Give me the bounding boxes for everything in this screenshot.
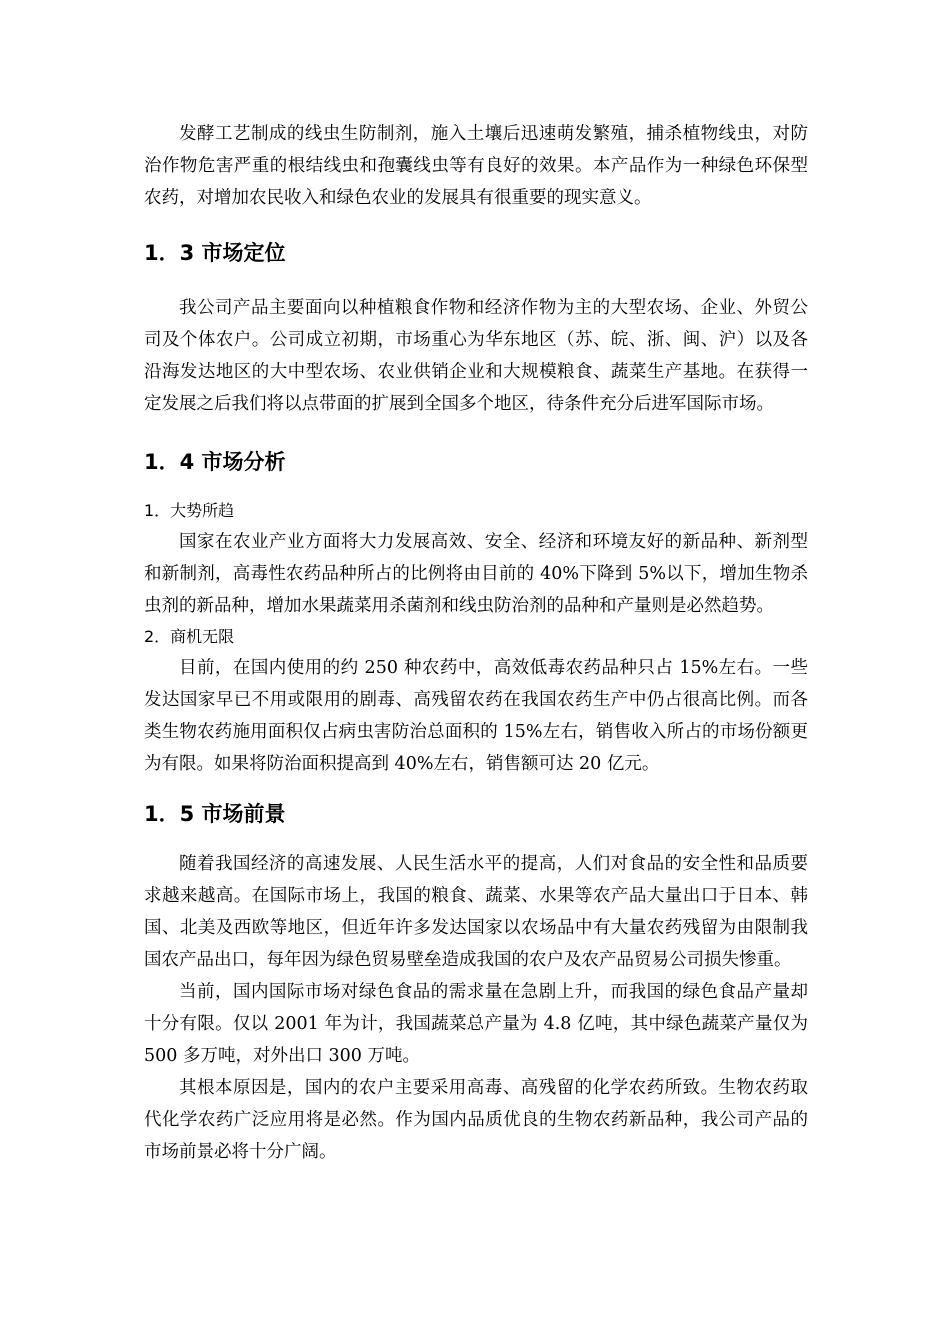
- section-1-4-heading: 1．4 市场分析: [144, 450, 286, 474]
- section-1-4-subheading-1: 1．大势所趋: [144, 501, 235, 520]
- section-1-5-heading: 1．5 市场前景: [144, 802, 286, 826]
- section-1-5-paragraph-1: 随着我国经济的高速发展、人民生活水平的提高，人们对食品的安全性和品质要求越来越高。在国际市场上，我国的粮食、蔬菜、水果等农产品大量出口于日本、韩国、北美及西欧等地区，但近年许多发达国家以农场品中有大量农药残留为由限制我国农产品出口，每年因为绿色贸易壁垒造成我国的农户及农产品贸易公司损失惨重。: [144, 854, 808, 970]
- section-1-4-paragraph-2: 目前，在国内使用的约 250 种农药中，高效低毒农药品种只占 15%左右。一些发达国家早已不用或限用的剧毒、高残留农药在我国农药生产中仍占很高比例。而各类生物农药施用面积仅占病虫害防治总面积的 15%左右，销售收入所占的市场份额更为有限。如果将防治面积提高到 40%左右，销售额可达 20 亿元。: [144, 658, 808, 774]
- section-1-3-heading: 1．3 市场定位: [144, 241, 286, 265]
- section-1-4-paragraph-1: 国家在农业产业方面将大力发展高效、安全、经济和环境友好的新品种、新剂型和新制剂，高毒性农药品种所占的比例将由目前的 40%下降到 5%以下，增加生物杀虫剂的新品种，增加水果蔬菜用杀菌剂和线虫防治剂的品种和产量则是必然趋势。: [144, 532, 808, 616]
- section-1-3-paragraph: 我公司产品主要面向以种植粮食作物和经济作物为主的大型农场、企业、外贸公司及个体农户。公司成立初期，市场重心为华东地区（苏、皖、浙、闽、沪）以及各沿海发达地区的大中型农场、农业供销企业和大规模粮食、蔬菜生产基地。在获得一定发展之后我们将以点带面的扩展到全国多个地区，待条件充分后进军国际市场。: [144, 298, 808, 414]
- section-1-4-subheading-2: 2．商机无限: [144, 627, 235, 646]
- section-1-5-paragraph-3: 其根本原因是，国内的农户主要采用高毒、高残留的化学农药所致。生物农药取代化学农药广泛应用将是必然。作为国内品质优良的生物农药新品种，我公司产品的市场前景必将十分广阔。: [144, 1078, 808, 1162]
- section-1-5-paragraph-2: 当前，国内国际市场对绿色食品的需求量在急剧上升，而我国的绿色食品产量却十分有限。仅以 2001 年为计，我国蔬菜总产量为 4.8 亿吨，其中绿色蔬菜产量仅为 500 多万吨，对外出口 300 万吨。: [144, 982, 814, 1066]
- intro-paragraph: 发酵工艺制成的线虫生防制剂，施入土壤后迅速萌发繁殖，捕杀植物线虫，对防治作物危害严重的根结线虫和孢囊线虫等有良好的效果。本产品作为一种绿色环保型农药，对增加农民收入和绿色农业的发展具有很重要的现实意义。: [144, 124, 808, 208]
- document-page: [144, 118, 814, 1168]
